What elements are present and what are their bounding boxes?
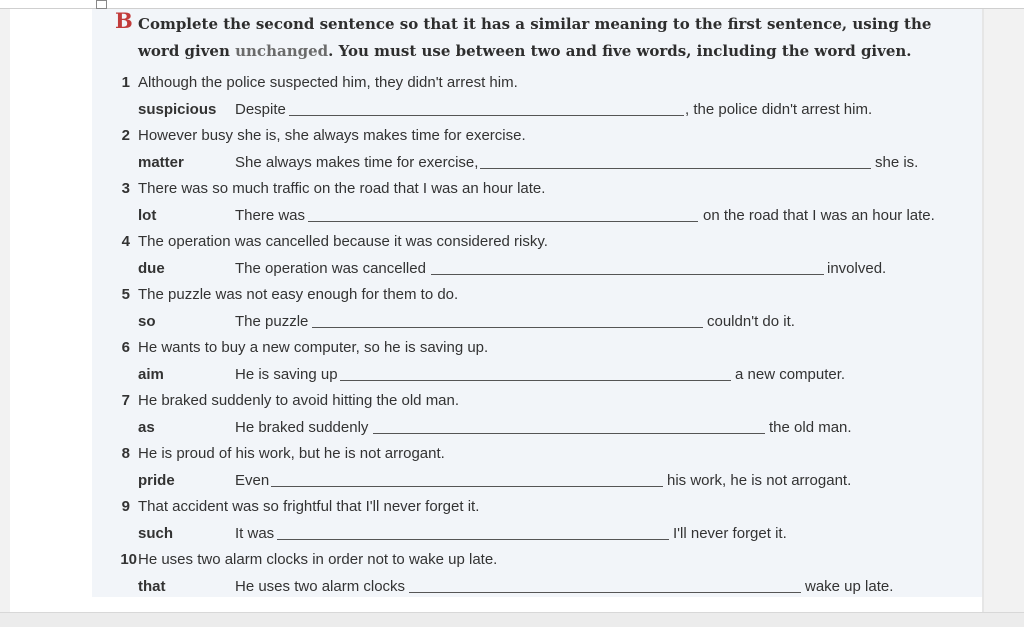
second-sentence-end: on the road that I was an hour late. — [703, 207, 935, 224]
item-number: 5 — [121, 286, 130, 303]
second-sentence-end: wake up late. — [805, 578, 894, 595]
second-sentence-start: She always makes time for exercise, — [235, 154, 479, 171]
exercise-label: B — [115, 8, 133, 33]
answer-blank[interactable] — [308, 221, 698, 222]
second-sentence-start: The operation was cancelled — [235, 260, 426, 277]
second-sentence-start: He uses two alarm clocks — [235, 578, 406, 595]
first-sentence: That accident was so frightful that I'll never forget it. — [138, 498, 480, 515]
second-sentence-end: I'll never forget it. — [673, 525, 787, 542]
first-sentence: He wants to buy a new computer, so he is saving up. — [138, 339, 489, 356]
answer-blank[interactable] — [312, 327, 703, 328]
key-word: that — [138, 578, 166, 595]
second-sentence-start: The puzzle — [235, 313, 309, 330]
instruction-keyword: unchanged — [235, 42, 329, 60]
answer-blank[interactable] — [277, 539, 669, 540]
second-sentence-end: couldn't do it. — [707, 313, 795, 330]
second-sentence-start: He is saving up — [235, 366, 338, 383]
item-number: 9 — [121, 498, 130, 515]
page-bottom-gap — [0, 612, 1024, 627]
instruction-rest: . You must use between two and five words, including the word given. — [328, 42, 912, 60]
instructions — [138, 11, 968, 65]
second-sentence-start: Even — [235, 472, 270, 489]
first-sentence: There was so much traffic on the road that I was an hour late. — [138, 180, 546, 197]
second-sentence-start: There was — [235, 207, 306, 224]
key-word: as — [138, 419, 155, 436]
second-sentence-end: , the police didn't arrest him. — [685, 101, 873, 118]
key-word: due — [138, 260, 165, 277]
key-word: such — [138, 525, 174, 542]
answer-blank[interactable] — [409, 592, 801, 593]
answer-blank[interactable] — [289, 115, 684, 116]
item-number: 6 — [121, 339, 130, 356]
answer-blank[interactable] — [340, 380, 731, 381]
first-sentence: He uses two alarm clocks in order not to wake up late. — [138, 551, 498, 568]
key-word: lot — [138, 207, 157, 224]
item-number: 1 — [121, 74, 130, 91]
second-sentence-start: It was — [235, 525, 275, 542]
item-number: 7 — [121, 392, 130, 409]
first-sentence: However busy she is, she always makes time for exercise. — [138, 127, 526, 144]
ruler — [0, 0, 1024, 9]
item-number: 2 — [121, 127, 130, 144]
second-sentence-start: He braked suddenly — [235, 419, 369, 436]
key-word: suspicious — [138, 101, 217, 118]
first-sentence: Although the police suspected him, they didn't arrest him. — [138, 74, 518, 91]
key-word: pride — [138, 472, 175, 489]
item-number: 8 — [121, 445, 130, 462]
second-sentence-end: she is. — [875, 154, 919, 171]
item-number: 3 — [121, 180, 130, 197]
second-sentence-start: Despite — [235, 101, 286, 118]
second-sentence-end: a new computer. — [735, 366, 846, 383]
ruler-marker[interactable] — [96, 0, 107, 9]
second-sentence-end: the old man. — [769, 419, 852, 436]
answer-blank[interactable] — [480, 168, 871, 169]
item-number: 4 — [121, 233, 130, 250]
key-word: matter — [138, 154, 184, 171]
answer-blank[interactable] — [431, 274, 824, 275]
first-sentence: He braked suddenly to avoid hitting the old man. — [138, 392, 460, 409]
first-sentence: The puzzle was not easy enough for them to do. — [138, 286, 459, 303]
first-sentence: The operation was cancelled because it was considered risky. — [138, 233, 548, 250]
instruction-text: Complete the second sentence so that it has a similar meaning to the first sentence, using the word given — [138, 15, 932, 60]
second-sentence-end: his work, he is not arrogant. — [667, 472, 852, 489]
page-edge — [982, 0, 984, 612]
key-word: so — [138, 313, 156, 330]
key-word: aim — [138, 366, 164, 383]
answer-blank[interactable] — [373, 433, 765, 434]
second-sentence-end: involved. — [827, 260, 887, 277]
answer-blank[interactable] — [271, 486, 663, 487]
item-number: 10 — [120, 551, 137, 568]
first-sentence: He is proud of his work, but he is not arrogant. — [138, 445, 445, 462]
